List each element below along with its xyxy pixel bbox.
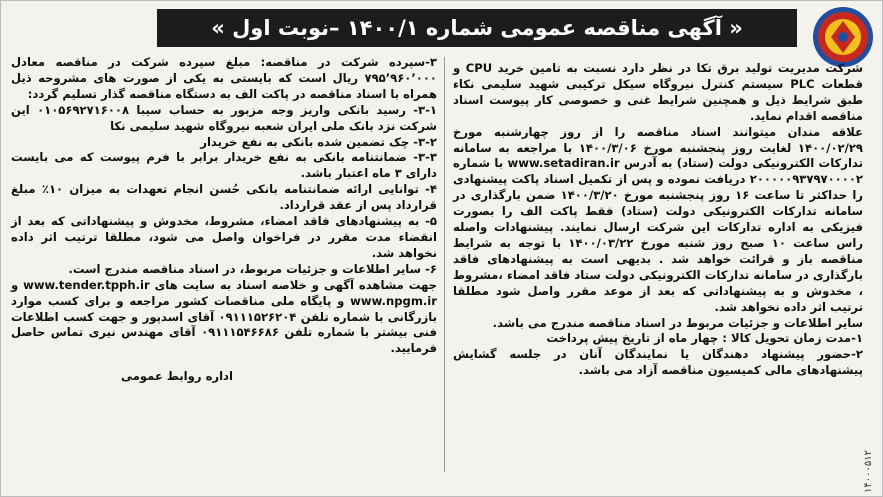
- deposit-option-1: ۳-۱- رسید بانکی واریز وجه مزبور به حساب سیبا ۰۱۰۵۶۹۲۷۱۶۰۰۸ این شرکت نزد بانک ملی ایران شعبه نیروگاه شهید سلیمی نکا: [11, 102, 437, 133]
- contact-paragraph: جهت مشاهده آگهی و خلاصه اسناد به سایت های www.tender.tpph.ir و www.npgm.ir و پایگاه ملی مناقصات کشور مراجعه و برای کسب موارد بازرگانی با شماره تلفن ۰۹۱۱۱۵۲۶۲۰۴ آقای اسدپور و جهت کسب اطلاعات فنی بیشتر با شماره تلفن ۰۹۱۱۱۵۴۶۶۸۶ آقای مهندس نیری تماس حاصل فرمایید.: [11, 277, 437, 356]
- side-code: ۱۴۰۰۰۵۱۲: [863, 450, 874, 493]
- company-emblem-icon: [811, 5, 875, 69]
- right-column: [453, 61, 863, 379]
- deposit-option-2: ۳-۲- چک تضمین شده بانکی به نفع خریدار: [200, 134, 437, 149]
- signature: اداره روابط عمومی: [121, 369, 233, 384]
- condition-item-2: ۲-حضور پیشنهاد دهندگان یا نمایندگان آنان در جلسه گشایش پیشنهادهای مالی کمیسیون مناقصه آزاد می باشد.: [453, 347, 863, 378]
- condition-item-6: ۶- سایر اطلاعات و جزئیات مربوط، در اسناد مناقصه مندرج است.: [68, 261, 437, 276]
- deposit-paragraph: ۳-سپرده شرکت در مناقصه: مبلغ سپرده شرکت در مناقصه معادل ۷۹۵٬۹۶۰٬۰۰۰ ریال است که بایستی به یکی از صورت های مشروحه ذیل همراه با اسناد مناقصه در پاکت الف به دستگاه مناقصه گذار تسلیم گردد:: [11, 55, 437, 101]
- intro-paragraph: شرکت مدیریت تولید برق تکا در نظر دارد نسبت به تامین خرید CPU و قطعات PLC سیستم کنترل نیروگاه سیکل ترکیبی شهید سلیمی نکاء طبق شرایط ذیل و همچنین شرایط غنی و خصوصی کار پیوست اسناد مناقصه اقدام نماید.: [453, 61, 863, 123]
- condition-item-5: ۵- به پیشنهادهای فاقد امضاء، مشروط، مخدوش و پیشنهاداتی که بعد از انقضاء مدت مقرر در فراخوان واصل می شود، مطلقا ترتیب اثر داده نخواهد شد.: [11, 214, 437, 260]
- column-divider: [444, 57, 445, 472]
- other-info-line: سایر اطلاعات و جزئیات مربوط در اسناد مناقصه مندرج می باشد.: [492, 315, 863, 330]
- condition-item-4: ۴- توانایی ارائه ضمانتنامه بانکی حُسن انجام تعهدات به میزان ۱۰٪ مبلغ قرارداد پس از عقد قرارداد.: [11, 182, 437, 213]
- ad-title: « آگهی مناقصه عمومی شماره ۱۴۰۰/۱ –نوبت اول »: [157, 9, 797, 47]
- condition-item-1: ۱-مدت زمان تحویل کالا : چهار ماه از تاریخ پیش پرداخت: [546, 331, 863, 346]
- documents-paragraph: علاقه مندان میتوانند اسناد مناقصه را از روز چهارشنبه مورخ ۱۴۰۰/۰۲/۲۹ لغایت روز پنجشنبه مورخ ۱۴۰۰/۳/۰۶ با مراجعه به سامانه تدارکات الکترونیکی دولت (ستاد) به آدرس www.setadiran.ir با شماره ۲۰۰۰۰۰۹۳۷۹۷۰۰۰۰۲ دریافت نموده و پس از تکمیل اسناد پاکت پیشنهادی را حداکثر تا ساعت ۱۶ روز پنجشنبه مورخ ۱۴۰۰/۳/۲۰ ضمن بارگذاری در سامانه تدارکات الکترونیکی دولت (ستاد) فقط پاکت الف را بصورت فیزیکی به اداره تدارکات این شرکت ارسال نمایند. پیشنهادات واصله راس ساعت ۱۰ صبح روز شنبه مورخ ۱۴۰۰/۰۳/۲۲ با توجه به شرایط مناقصه باز و قرائت خواهد شد . بدیهی است به پیشنهادهای فاقد بارگذاری در سامانه تدارکات الکترونیکی دولت ستاد فاقد امضاء ،مشروط ، مخدوش و به پیشنهاداتی که بعد از موعد مقرر واصل شود مطلقا ترتیب اثر داده نخواهد شد.: [453, 124, 864, 314]
- left-column: [11, 55, 437, 385]
- deposit-option-3: ۳-۳- ضمانتنامه بانکی به نفع خریدار برابر با فرم پیوست که می بایست دارای ۳ ماه اعتبار باشد.: [11, 150, 437, 181]
